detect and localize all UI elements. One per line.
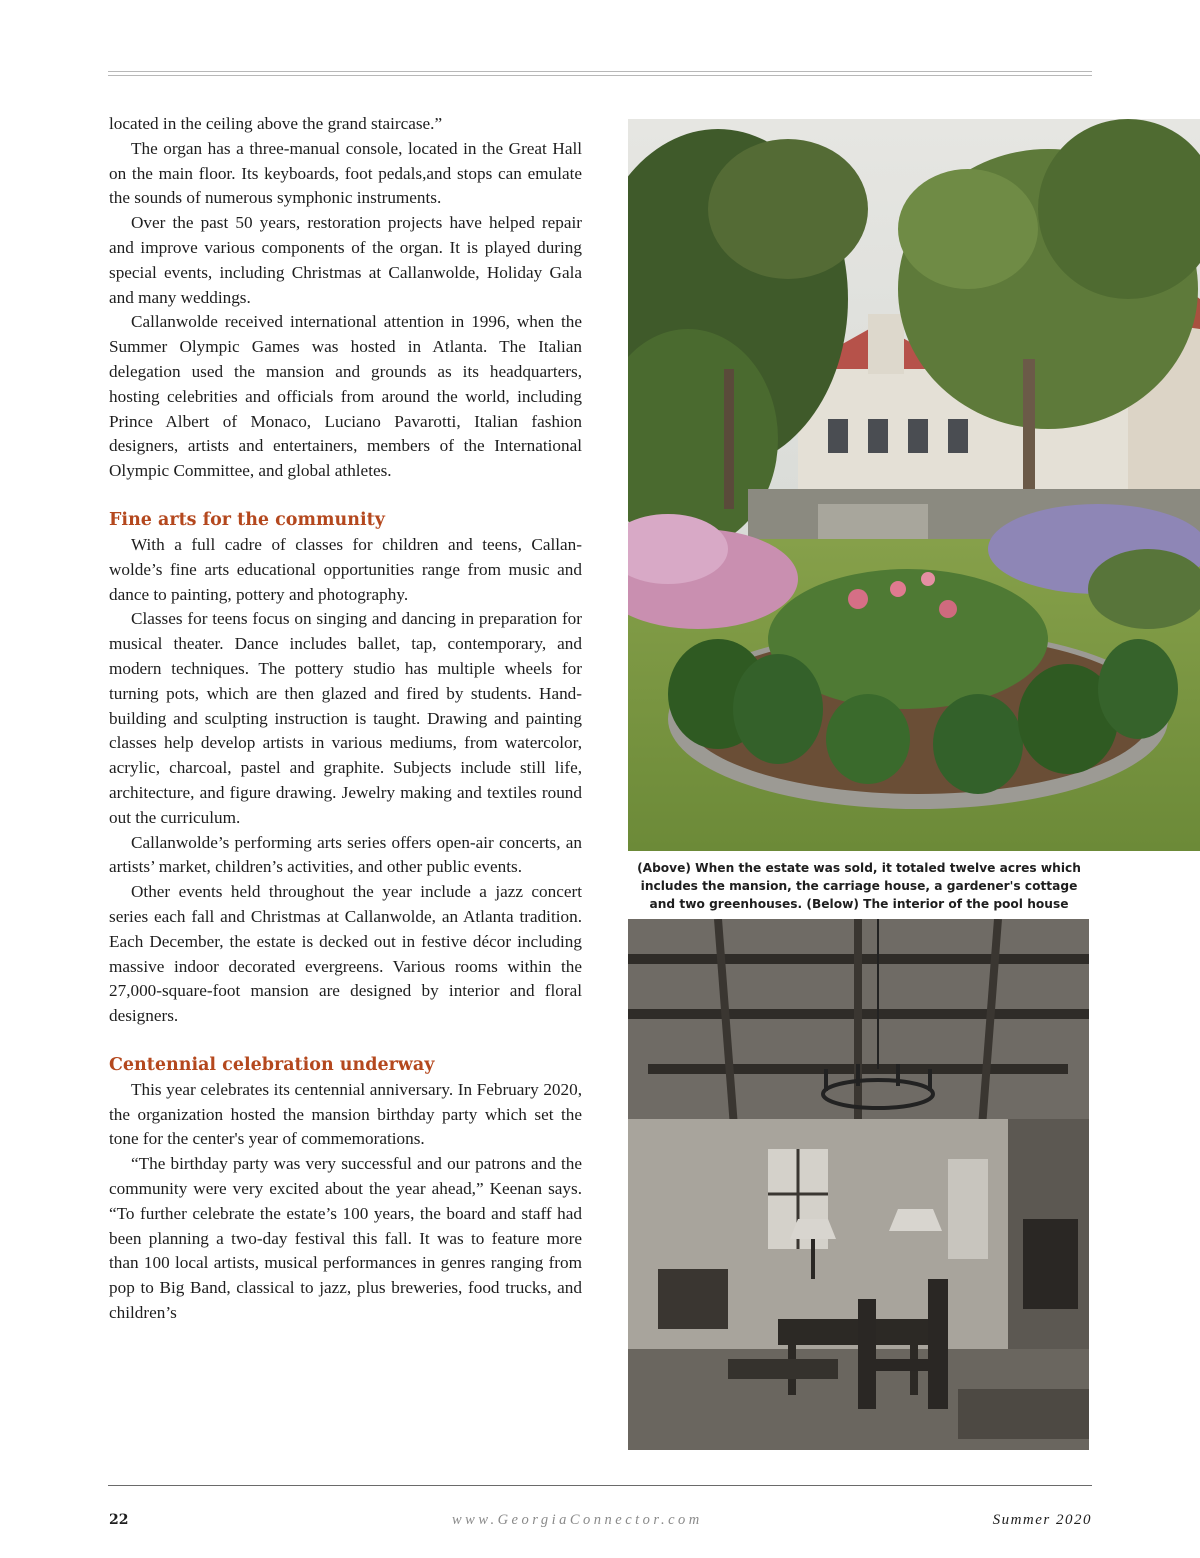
paragraph: With a full cadre of classes for children and teens, Callan-wolde’s fine arts educational opportunities range from music and dance to painting, pottery and photography. — [109, 534, 582, 604]
paragraph: Over the past 50 years, restoration projects have helped repair and improve various components of the organ. It is played during special events, including Christmas at Callanwolde, Holiday Gala and many weddings. — [109, 213, 582, 307]
section-heading: Fine arts for the community — [109, 509, 385, 530]
paragraph: This year celebrates its centennial anniversary. In February 2020, the organization hosted the mansion birthday party which set the tone for the center's year of commemorations. — [109, 1079, 582, 1149]
paragraph: Callanwolde received international attention in 1996, when the Summer Olympic Games was hosted in Atlanta. The Italian delegation used the mansion and grounds as its headquarters, hosting celebrities and officials from around the world, including Prince Albert of Monaco, Luciano Pavarotti, Italian fashion designers, artists and entertainers, members of the International Olympic Committee, and global athletes. — [109, 312, 582, 481]
photo-caption: (Above) When the estate was sold, it totaled twelve acres which includes the mansion, the carriage house, a gardener's cottage and two greenhouses. (Below) The interior of the pool house — [637, 861, 1081, 911]
bottom-rule — [108, 1485, 1092, 1486]
top-rule — [108, 71, 1092, 72]
paragraph: Classes for teens focus on singing and dancing in preparation for musical theater. Dance includes ballet, tap, contemporary, and modern techniques. The pottery studio has multiple wheels for turning pots, which are then glazed and fired by students. Hand-building and sculpting instruction is taught. Drawing and painting classes help develop artists in various mediums, from watercolor, acrylic, charcoal, pastel and graphite. Subjects include still life, architecture, and figure drawing. Jewelry making and textiles round out the curriculum. — [109, 609, 582, 827]
page-number: 22 — [109, 1512, 129, 1528]
paragraph: located in the ceiling above the grand staircase.” — [109, 114, 443, 133]
pool-house-illustration — [628, 919, 1089, 1450]
pool-house-interior-photo — [628, 919, 1089, 1450]
top-rule-second — [108, 75, 1092, 76]
paragraph: “The birthday party was very successful and our patrons and the community were very excited about the year ahead,” Keenan says. “To further celebrate the estate’s 100 years, the board and staff had been planning a two-day festival this fall. It was to feature more than 100 local artists, musical performances in genres ranging from pop to Big Band, classical to jazz, plus breweries, food trucks, and children’s — [109, 1154, 582, 1323]
issue-date: Summer 2020 — [992, 1512, 1092, 1528]
website-url: www.GeorgiaConnector.com — [452, 1512, 703, 1528]
article-column — [109, 112, 582, 1326]
paragraph: The organ has a three-manual console, located in the Great Hall on the main floor. Its keyboards, foot pedals,and stops can emulate the sounds of numerous symphonic instruments. — [109, 138, 582, 208]
paragraph: Callanwolde’s performing arts series offers open-air concerts, an artists’ market, children’s activities, and other public events. — [109, 832, 582, 877]
garden-photo-illustration — [628, 119, 1200, 851]
garden-photo — [628, 119, 1200, 851]
paragraph: Other events held throughout the year include a jazz concert series each fall and Christmas at Callanwolde, an Atlanta tradition. Each December, the estate is decked out in festive décor including massive indoor decorated evergreens. Various rooms within the 27,000-square-foot mansion are designed by interior and floral designers. — [109, 882, 582, 1026]
section-heading: Centennial celebration underway — [109, 1054, 435, 1075]
